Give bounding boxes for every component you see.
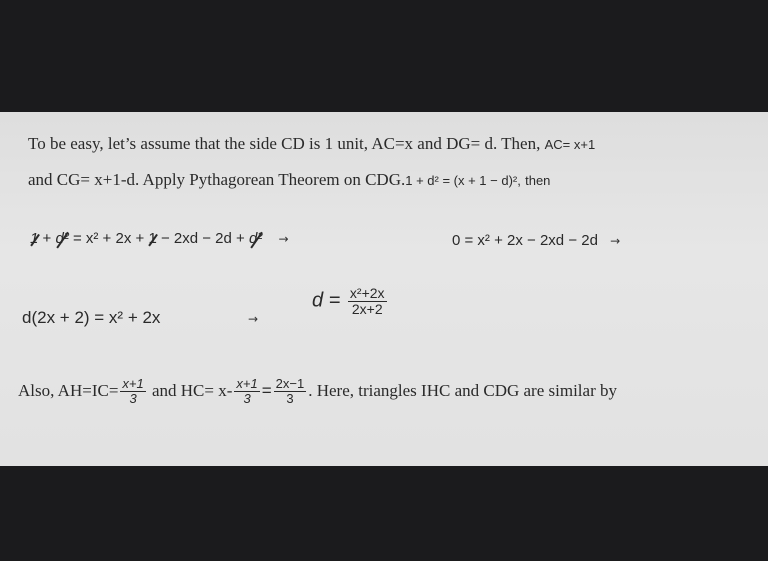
eq1-plus: + bbox=[42, 230, 52, 247]
text-line-1 bbox=[28, 134, 595, 154]
fraction-d-den: 2x+2 bbox=[351, 300, 383, 317]
equation-2-result bbox=[312, 286, 389, 316]
equation-1-right bbox=[452, 232, 620, 249]
para1-line1: To be easy, let’s assume that the side CD is 1 unit, AC=x and DG= d. Then, bbox=[28, 134, 541, 153]
text-line-2 bbox=[28, 170, 550, 190]
paper-sheet bbox=[0, 112, 768, 466]
eq2-d-eq: d = bbox=[312, 289, 341, 312]
para2-c: . Here, triangles IHC and CDG are similar by bbox=[308, 381, 617, 401]
fraction-1 bbox=[120, 377, 145, 405]
eq1-rhs2: − 2xd − 2d + bbox=[160, 230, 245, 247]
struck-one-2: 1 bbox=[148, 230, 157, 247]
equation-2 bbox=[22, 308, 160, 328]
fraction-d bbox=[348, 286, 387, 316]
para1-line2-tail: then bbox=[525, 173, 551, 188]
arrow-icon-3: → bbox=[248, 312, 259, 326]
arrow-icon-2: → bbox=[610, 234, 621, 248]
text-line-3 bbox=[18, 377, 617, 405]
para1-line2-eq: 1 + d² = (x + 1 − d)², bbox=[405, 173, 521, 188]
arrow-icon: → bbox=[278, 232, 289, 246]
top-dark-band bbox=[0, 0, 768, 112]
fraction-3-den: 3 bbox=[286, 390, 294, 406]
fraction-2 bbox=[234, 377, 259, 405]
fraction-d-num: x²+2x bbox=[349, 285, 385, 301]
para2-a: Also, AH=IC= bbox=[18, 381, 119, 401]
para2-b: and HC= x- bbox=[151, 381, 233, 401]
eq1-rhs: = x² + 2x + bbox=[72, 230, 145, 247]
fraction-1-num: x+1 bbox=[122, 376, 144, 391]
para2-eq: = bbox=[261, 381, 272, 401]
para1-line1-tail: AC= x+1 bbox=[544, 137, 596, 152]
fraction-2-den: 3 bbox=[243, 390, 251, 406]
para1-line2-a: and CG= x+1-d. Apply Pythagorean Theorem on CDG. bbox=[28, 170, 406, 189]
fraction-3 bbox=[274, 377, 307, 405]
eq2-left: d(2x + 2) = x² + 2x bbox=[22, 308, 161, 327]
struck-d-squared: d² bbox=[55, 230, 69, 247]
fraction-2-num: x+1 bbox=[236, 376, 258, 391]
bottom-dark-band bbox=[0, 466, 768, 561]
struck-d-squared-2: d² bbox=[248, 230, 263, 247]
struck-one: 1 bbox=[30, 230, 39, 247]
eq1-right: 0 = x² + 2x − 2xd − 2d bbox=[452, 232, 598, 249]
fraction-3-num: 2x−1 bbox=[275, 376, 305, 391]
equation-2-arrow bbox=[248, 310, 258, 328]
equation-1 bbox=[30, 230, 289, 247]
fraction-1-den: 3 bbox=[129, 390, 137, 406]
